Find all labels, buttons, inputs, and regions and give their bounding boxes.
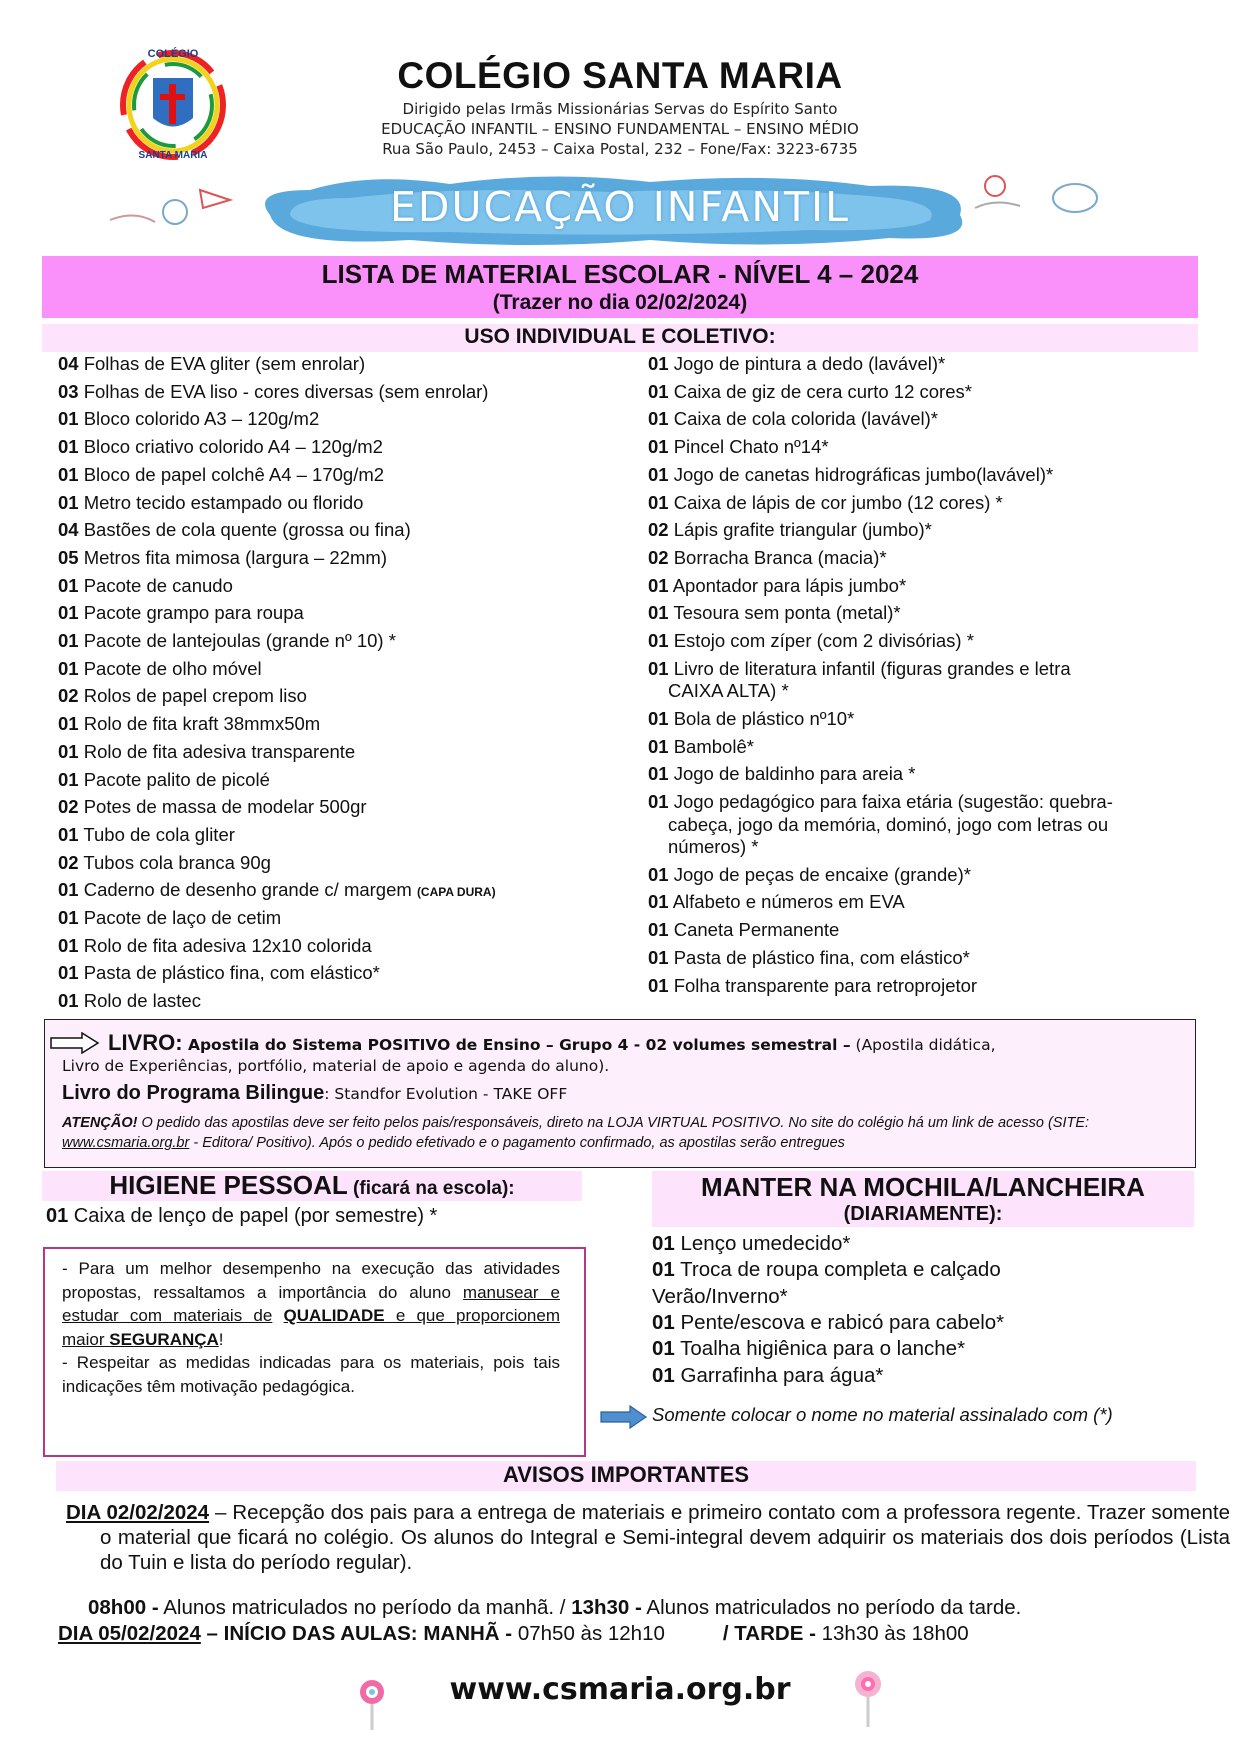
list-item [58,852,271,874]
mochila-item-qty: 01 [652,1363,675,1387]
list-item [58,492,363,514]
mochila-item-qty: 01 [652,1258,675,1282]
item-text: Jogo de peças de encaixe (grande)* [668,863,971,885]
item-text: Folha transparente para retroprojetor [668,974,978,996]
aviso-manha-horario: 07h50 às 12h10 [512,1622,665,1645]
item-text: Pincel Chato nº14* [668,436,829,458]
list-item [648,630,974,652]
item-qty: 01 [58,823,79,845]
header-line-1: Dirigido pelas Irmãs Missionárias Servas do Espírito Santo [402,100,838,118]
atencao-note [62,1113,1182,1153]
warning-p1d: e que proporcionem maior [62,1306,560,1349]
item-qty: 02 [58,851,79,873]
item-qty: 01 [58,408,79,430]
item-text: Bloco criativo colorido A4 – 120g/m2 [78,436,383,458]
list-item [648,602,901,624]
list-item [648,763,915,785]
list-item [58,879,496,901]
mochila-item-qty: 01 [652,1337,675,1361]
aviso-dia-1-label: DIA 02/02/2024 [66,1501,210,1524]
item-text: Tubos cola branca 90g [78,851,271,873]
aviso-dia-2 [58,1622,969,1646]
atencao-site-link[interactable]: www.csmaria.org.br [62,1135,190,1151]
list-item [58,353,365,375]
somente-note: Somente colocar o nome no material assinalado com (*) [652,1404,1113,1425]
list-item [58,685,307,707]
item-qty: 01 [648,763,669,785]
higiene-title-note: (ficará na escola): [347,1178,515,1199]
item-qty: 01 [58,491,79,513]
item-qty: 01 [58,713,79,735]
item-qty: 01 [648,863,669,885]
item-qty: 01 [58,463,79,485]
horario-tarde-text: Alunos matriculados no período da tarde. [641,1596,1022,1619]
school-title: COLÉGIO SANTA MARIA [397,55,843,96]
horario-manha-text: Alunos matriculados no período da manhã. / [158,1596,572,1619]
logo-top-text: COLÉGIO [147,48,199,60]
list-item [648,736,754,758]
item-text: Lápis grafite triangular (jumbo)* [668,519,932,541]
warning-p1b: manusear e estudar com materiais de [62,1282,560,1325]
item-text: Tesoura sem ponta (metal)* [668,602,901,624]
higiene-item-text: Caixa de lenço de papel (por semestre) * [68,1205,438,1227]
horario-tarde: 13h30 - [571,1596,642,1619]
higiene-item-qty: 01 [46,1205,69,1227]
list-item [58,935,372,957]
item-text: Metro tecido estampado ou florido [78,491,364,513]
item-qty: 02 [648,519,669,541]
livro-label: LIVRO [108,1030,176,1055]
item-qty: 01 [648,574,669,596]
list-item [648,575,906,597]
item-qty: 01 [648,463,669,485]
list-item-continuation: cabeça, jogo da memória, dominó, jogo com letras ou [668,813,1109,835]
item-text: Pacote de olho móvel [78,657,262,679]
item-text: Pasta de plástico fina, com elástico* [78,962,380,984]
list-item [648,947,970,969]
item-qty: 01 [58,602,79,624]
item-qty: 01 [648,891,669,913]
aviso-inicio-aulas: – INÍCIO DAS AULAS: MANHÃ - [200,1622,513,1645]
mochila-item-text: Toalha higiênica para o lanche* [674,1337,966,1361]
item-qty: 05 [58,546,79,568]
arrow-right-icon [600,1404,648,1430]
list-item [58,436,383,458]
list-item [58,519,411,541]
item-text: Bloco colorido A3 – 120g/m2 [78,408,320,430]
mochila-title: MANTER NA MOCHILA/LANCHEIRA [701,1172,1145,1202]
mochila-item [652,1364,883,1388]
list-item [648,919,839,941]
item-text: Caneta Permanente [668,919,840,941]
item-qty: 01 [648,707,669,729]
doodle-icons-left [105,180,240,240]
item-text: Livro de literatura infantil (figuras grandes e letra [668,657,1071,679]
item-qty: 01 [648,735,669,757]
item-text: Caixa de giz de cera curto 12 cores* [668,380,972,402]
item-text: Rolo de lastec [78,990,201,1012]
warning-p1a: - Para um melhor desempenho na execução das atividades propostas, ressaltamos a importância do aluno [62,1259,560,1302]
item-note: (CAPA DURA) [416,885,496,900]
item-qty: 02 [648,546,669,568]
item-text: Rolo de fita adesiva transparente [78,740,356,762]
item-text: Jogo pedagógico para faixa etária (sugestão: quebra- [668,791,1113,812]
list-item [648,658,1071,680]
item-qty: 01 [648,491,669,513]
item-qty: 01 [648,791,669,812]
website-link[interactable]: www.csmaria.org.br [449,1672,791,1707]
avisos-title: AVISOS IMPORTANTES [502,1462,750,1487]
livro-bilingue [62,1082,567,1105]
item-text: Bambolê* [668,735,754,757]
list-item [58,769,270,791]
item-text: Jogo de baldinho para areia * [668,763,916,785]
aviso-dia-1 [66,1500,1230,1575]
item-text: Jogo de canetas hidrográficas jumbo(lavável)* [668,463,1054,485]
item-qty: 02 [58,796,79,818]
livro-line-1 [108,1030,996,1056]
item-text: Rolo de fita adesiva 12x10 colorida [78,934,372,956]
list-subtitle: (Trazer no dia 02/02/2024) [492,291,748,314]
item-text: Caixa de cola colorida (lavável)* [668,408,938,430]
item-text: Bloco de papel colchê A4 – 170g/m2 [78,463,385,485]
mochila-item-text: Troca de roupa completa e calçado [674,1258,1001,1282]
list-item [648,975,977,997]
list-item [58,713,320,735]
aviso-horarios [88,1596,1021,1620]
list-item [58,796,367,818]
mochila-item [652,1285,788,1309]
list-item [648,519,932,541]
list-item [58,630,396,652]
livro-line-2: Livro de Experiências, portfólio, material de apoio e agenda do aluno). [62,1057,610,1075]
list-item [58,575,233,597]
list-item [648,791,1113,813]
livro-bilingue-label: Livro do Programa Bilingue [62,1082,325,1104]
livro-apostila-note: (Apostila didática, [850,1036,996,1054]
list-item [648,492,1003,514]
item-qty: 02 [58,685,79,707]
item-qty: 01 [648,353,669,374]
item-qty: 01 [648,408,669,430]
item-text: Bola de plástico nº10* [668,707,855,729]
item-qty: 01 [58,574,79,596]
item-text: Folhas de EVA gliter (sem enrolar) [78,353,366,374]
list-item [58,658,262,680]
item-text: Pacote de laço de cetim [78,907,282,928]
higiene-item [46,1205,437,1228]
item-text: Borracha Branca (macia)* [668,546,887,568]
item-text: Metros fita mimosa (largura – 22mm) [78,546,387,568]
item-text: Pacote palito de picolé [78,768,270,790]
item-qty: 01 [58,934,79,956]
list-item [648,381,972,403]
item-qty: 01 [58,768,79,790]
list-item [648,708,854,730]
item-text: Pacote de lantejoulas (grande nº 10) * [78,630,396,651]
mochila-subtitle: (DIARIAMENTE): [843,1203,1003,1225]
mochila-item-text: Pente/escova e rabicó para cabelo* [674,1310,1005,1334]
item-qty: 01 [648,974,669,996]
arrow-right-icon [50,1032,100,1054]
aviso-dia-1-text: – Recepção dos pais para a entrega de materiais e primeiro contato com a professora regente. Trazer somente o material que ficará no colégio. Os alunos do Integral e Semi-integral devem adquirir os materiais dos dois períodos (Lista do Tuin e lista do período regular). [100,1501,1230,1574]
item-text: Apontador para lápis jumbo* [668,574,907,596]
school-logo [118,40,228,165]
livro-apostila: Apostila do Sistema POSITIVO de Ensino – Grupo 4 - 02 volumes semestral – [182,1036,851,1054]
list-item [58,824,235,846]
item-qty: 01 [648,657,669,679]
mochila-item-qty: 01 [652,1232,675,1255]
list-item [648,436,829,458]
item-qty: 01 [648,946,669,968]
mochila-item [652,1232,850,1256]
mochila-item-text: Garrafinha para água* [674,1363,884,1387]
item-text: Rolos de papel crepom liso [78,685,307,707]
list-item [58,907,281,929]
aviso-tarde-label: / TARDE - [722,1622,816,1645]
warning-p1f: ! [218,1329,224,1349]
item-qty: 01 [58,630,79,651]
item-text: Folhas de EVA liso - cores diversas (sem enrolar) [78,380,489,402]
list-item [58,381,488,403]
item-text: Potes de massa de modelar 500gr [78,796,367,818]
item-qty: 01 [58,657,79,679]
item-qty: 01 [58,879,79,901]
item-qty: 01 [648,436,669,458]
atencao-text: O pedido das apostilas deve ser feito pelos pais/responsáveis, direto na LOJA VIRTUAL POSITIVO. No site do colégio há um link de acesso (SITE: [137,1115,1090,1131]
list-item [58,741,355,763]
list-item [648,891,905,913]
list-item [648,547,887,569]
item-text: Alfabeto e números em EVA [668,891,905,913]
item-qty: 01 [648,630,669,651]
item-text: Tubo de cola gliter [78,823,235,845]
logo-bottom-text: SANTA MARIA [138,150,208,161]
atencao-text-2: - Editora/ Positivo). Após o pedido efetivado e o pagamento confirmado, as apostilas serão entregues [189,1135,845,1151]
section-title: USO INDIVIDUAL E COLETIVO: [464,325,776,348]
warning-seguranca: SEGURANÇA [109,1329,219,1349]
item-text: Pacote grampo para roupa [78,602,304,624]
header-line-3: Rua São Paulo, 2453 – Caixa Postal, 232 – Fone/Fax: 3223-6735 [382,140,858,158]
mochila-item-qty: 01 [652,1310,675,1334]
item-qty: 01 [58,907,79,928]
item-text: Pacote de canudo [78,574,233,596]
item-text: Rolo de fita kraft 38mmx50m [78,713,321,735]
item-qty: 01 [648,919,669,941]
item-text: Bastões de cola quente (grossa ou fina) [78,519,411,541]
livro-bilingue-text: : Standfor Evolution - TAKE OFF [324,1085,568,1103]
mochila-item-text: Lenço umedecido* [674,1232,851,1255]
item-qty: 01 [648,602,669,624]
item-text: Caderno de desenho grande c/ margem [78,879,417,901]
item-text: Jogo de pintura a dedo (lavável)* [668,353,946,374]
doodle-icons-right [965,168,1115,228]
list-title: LISTA DE MATERIAL ESCOLAR - NÍVEL 4 – 2024 [321,259,919,289]
list-item-continuation: CAIXA ALTA) * [668,680,789,702]
mochila-item-text: Verão/Inverno* [652,1284,788,1308]
higiene-title [42,1170,582,1201]
list-item [648,353,945,375]
list-item [58,990,201,1012]
item-qty: 04 [58,519,79,541]
item-qty: 04 [58,353,79,374]
list-item [648,408,938,430]
list-item [648,864,971,886]
atencao-label: ATENÇÃO! [62,1115,138,1131]
item-qty: 01 [58,962,79,984]
list-item [648,464,1053,486]
item-qty: 01 [648,380,669,402]
aviso-dia-2-label: DIA 05/02/2024 [58,1622,201,1645]
warning-text [62,1257,560,1398]
horario-manha: 08h00 - [88,1596,159,1619]
higiene-title-text: HIGIENE PESSOAL [109,1170,348,1200]
list-item [58,408,319,430]
item-qty: 01 [58,740,79,762]
item-text: Estojo com zíper (com 2 divisórias) * [668,630,974,651]
list-item-continuation: números) * [668,836,759,858]
livro-colon: : [175,1030,183,1055]
mochila-item [652,1258,1001,1282]
list-item [58,464,384,486]
header-line-2: EDUCAÇÃO INFANTIL – ENSINO FUNDAMENTAL – ENSINO MÉDIO [381,120,859,138]
aviso-tarde-horario: 13h30 às 18h00 [815,1622,969,1645]
list-item [58,547,387,569]
item-qty: 03 [58,380,79,402]
warning-p2: - Respeitar as medidas indicadas para os materiais, pois tais indicações têm motivação pedagógica. [62,1353,560,1396]
item-text: Pasta de plástico fina, com elástico* [668,946,970,968]
item-qty: 01 [58,990,79,1012]
warning-qualidade: QUALIDADE [283,1306,385,1325]
banner-title: EDUCAÇÃO INFANTIL [390,183,850,231]
list-item [58,962,380,984]
item-text: Caixa de lápis de cor jumbo (12 cores) * [668,491,1003,513]
mochila-item [652,1337,965,1361]
mochila-item [652,1311,1004,1335]
item-qty: 01 [58,436,79,458]
list-item [58,602,304,624]
